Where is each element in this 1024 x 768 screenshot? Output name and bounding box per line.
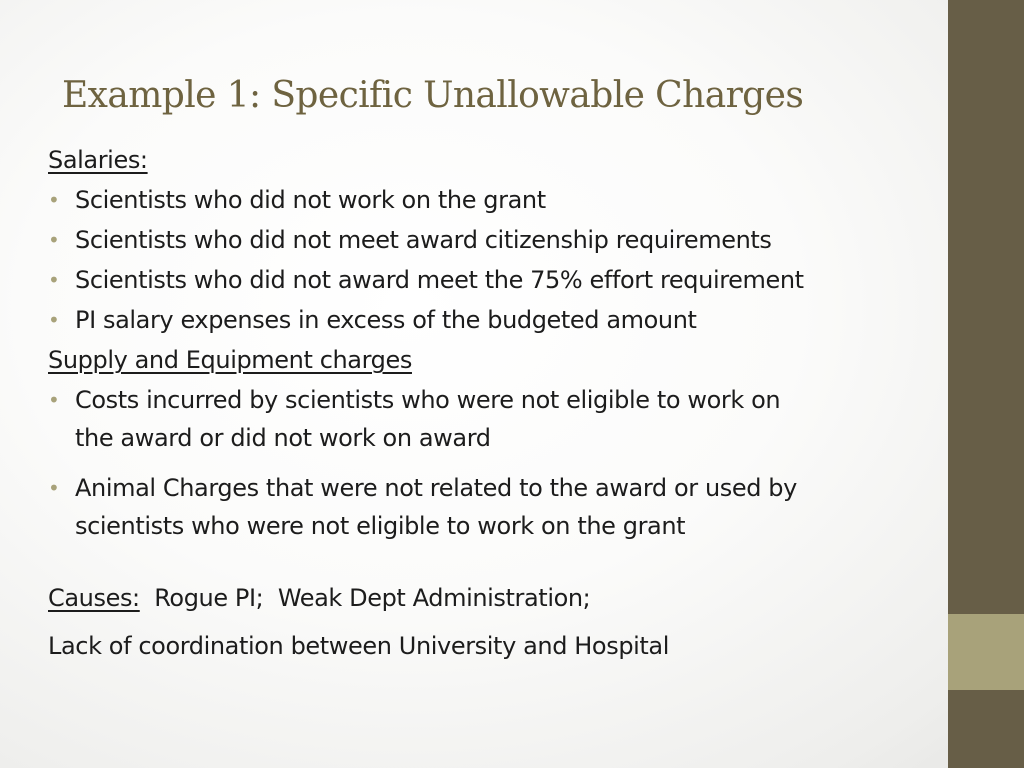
list-item-text-line1: Animal Charges that were not related to the award or used by xyxy=(75,474,797,502)
bullet-icon: • xyxy=(48,308,60,332)
list-item xyxy=(48,300,943,340)
bullet-icon: • xyxy=(48,388,60,412)
causes-text: Rogue PI; Weak Dept Administration; xyxy=(139,584,591,612)
list-item xyxy=(48,180,943,220)
list-item-text-line1: Costs incurred by scientists who were not eligible to work on xyxy=(75,386,781,414)
list-item-text-line2: scientists who were not eligible to work on the grant xyxy=(75,512,686,540)
section-heading-salaries xyxy=(48,140,943,180)
causes-line xyxy=(48,578,943,618)
list-item-text-line2: the award or did not work on award xyxy=(75,424,491,452)
list-item-text: Scientists who did not award meet the 75% effort requirement xyxy=(75,266,804,294)
bullet-icon: • xyxy=(48,188,60,212)
list-item-text: Scientists who did not meet award citizenship requirements xyxy=(75,226,772,254)
causes-line-2: Lack of coordination between University and Hospital xyxy=(48,632,670,660)
section-heading-supply xyxy=(48,340,943,380)
bullet-icon: • xyxy=(48,476,60,500)
slide-title: Example 1: Specific Unallowable Charges xyxy=(62,75,804,116)
supply-heading: Supply and Equipment charges xyxy=(48,346,412,374)
slide-body xyxy=(48,140,943,666)
salaries-heading: Salaries: xyxy=(48,146,148,174)
list-item xyxy=(48,380,943,458)
list-item-text: PI salary expenses in excess of the budgeted amount xyxy=(75,306,697,334)
spacer xyxy=(48,546,943,578)
decorative-sidebar-accent xyxy=(948,614,1024,690)
list-item-text: Scientists who did not work on the grant xyxy=(75,186,546,214)
bullet-icon: • xyxy=(48,268,60,292)
causes-label: Causes: xyxy=(48,584,140,612)
bullet-icon: • xyxy=(48,228,60,252)
list-item xyxy=(48,260,943,300)
list-item xyxy=(48,468,943,546)
list-item xyxy=(48,220,943,260)
